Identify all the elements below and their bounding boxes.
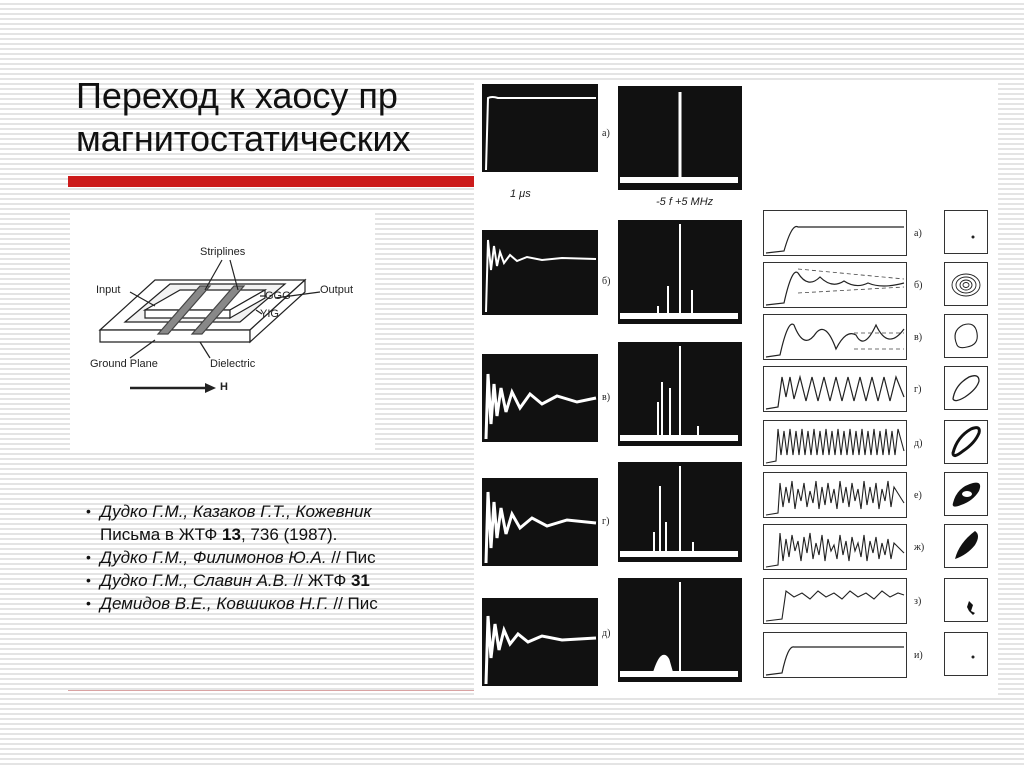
simulated-trace bbox=[763, 210, 907, 256]
output-label: Output bbox=[320, 284, 354, 296]
phase-portrait bbox=[944, 262, 988, 306]
phase-portrait bbox=[944, 524, 988, 568]
phase-label: и) bbox=[914, 650, 923, 661]
simulated-trace bbox=[763, 314, 907, 360]
reference-source: // Пис bbox=[326, 548, 376, 567]
trace-label: г) bbox=[602, 516, 610, 527]
phase-label: ж) bbox=[914, 542, 925, 553]
phase-label: е) bbox=[914, 490, 922, 501]
trace-label: д) bbox=[602, 628, 611, 639]
reference-source: // Пис bbox=[328, 594, 378, 613]
reference-pages: , 736 (1987). bbox=[240, 525, 338, 544]
dielectric-label: Dielectric bbox=[210, 358, 256, 370]
bullet-icon: • bbox=[86, 595, 91, 611]
simulated-trace bbox=[763, 262, 907, 308]
phase-label: а) bbox=[914, 228, 922, 239]
phase-portrait bbox=[944, 472, 988, 516]
bullet-icon: • bbox=[86, 572, 91, 588]
simulated-trace bbox=[763, 578, 907, 624]
reference-item bbox=[86, 500, 378, 523]
phase-portrait bbox=[944, 420, 988, 464]
reference-journal: Письма в ЖТФ bbox=[100, 525, 223, 544]
reference-continuation bbox=[86, 523, 378, 546]
spectrum-screen bbox=[618, 86, 742, 190]
ggg-label: GGG bbox=[265, 290, 291, 302]
time-trace-screen bbox=[482, 598, 598, 686]
simulated-trace bbox=[763, 366, 907, 412]
simulated-trace bbox=[763, 420, 907, 466]
reference-list bbox=[86, 500, 378, 615]
time-scale-label: 1 μs bbox=[510, 188, 531, 200]
reference-authors: Дудко Г.М., Славин А.В. bbox=[100, 571, 289, 590]
simulated-trace bbox=[763, 524, 907, 570]
spectrum-screen bbox=[618, 342, 742, 446]
input-label: Input bbox=[96, 284, 121, 296]
simulated-trace bbox=[763, 632, 907, 678]
slide-title bbox=[76, 74, 411, 160]
phase-portrait bbox=[944, 314, 988, 358]
phase-label: б) bbox=[914, 280, 923, 291]
reference-volume: 31 bbox=[350, 571, 370, 590]
time-trace-screen bbox=[482, 230, 598, 315]
device-diagram bbox=[70, 210, 375, 450]
spectrum-screen bbox=[618, 220, 742, 324]
title-underline-bar bbox=[68, 176, 488, 187]
footer-divider bbox=[68, 690, 488, 691]
phase-portrait bbox=[944, 366, 988, 410]
spectrum-screen bbox=[618, 462, 742, 562]
time-trace-screen bbox=[482, 84, 598, 172]
reference-authors: Демидов В.Е., Ковшиков Н.Г. bbox=[100, 594, 329, 613]
bullet-icon: • bbox=[86, 549, 91, 565]
frequency-axis-label: -5 f +5 MHz bbox=[656, 196, 714, 208]
reference-volume: 13 bbox=[222, 525, 241, 544]
reference-authors: Дудко Г.М., Казаков Г.Т., Кожевник bbox=[100, 502, 372, 521]
ground-plane-label: Ground Plane bbox=[90, 358, 158, 370]
trace-label: в) bbox=[602, 392, 611, 403]
bullet-icon: • bbox=[86, 503, 91, 519]
phase-label: в) bbox=[914, 332, 923, 343]
title-line-1: Переход к хаосу пр bbox=[76, 75, 398, 116]
reference-source: // ЖТФ bbox=[288, 571, 351, 590]
reference-item bbox=[86, 546, 378, 569]
reference-authors: Дудко Г.М., Филимонов Ю.А. bbox=[100, 548, 327, 567]
phase-label: д) bbox=[914, 438, 923, 449]
striplines-label: Striplines bbox=[200, 246, 246, 258]
field-label: H bbox=[220, 381, 228, 393]
reference-item bbox=[86, 592, 378, 615]
trace-label: б) bbox=[602, 276, 611, 287]
phase-label: г) bbox=[914, 384, 922, 395]
phase-portrait bbox=[944, 210, 988, 254]
time-trace-screen bbox=[482, 478, 598, 566]
time-trace-screen bbox=[482, 354, 598, 442]
trace-label: а) bbox=[602, 128, 610, 139]
phase-portrait bbox=[944, 578, 988, 622]
phase-label: з) bbox=[914, 596, 922, 607]
yig-label: YIG bbox=[260, 308, 279, 320]
oscillogram-figure bbox=[474, 80, 998, 696]
title-line-2: магнитостатических bbox=[76, 118, 411, 159]
simulated-trace bbox=[763, 472, 907, 518]
phase-portrait bbox=[944, 632, 988, 676]
reference-item bbox=[86, 569, 378, 592]
spectrum-screen bbox=[618, 578, 742, 682]
